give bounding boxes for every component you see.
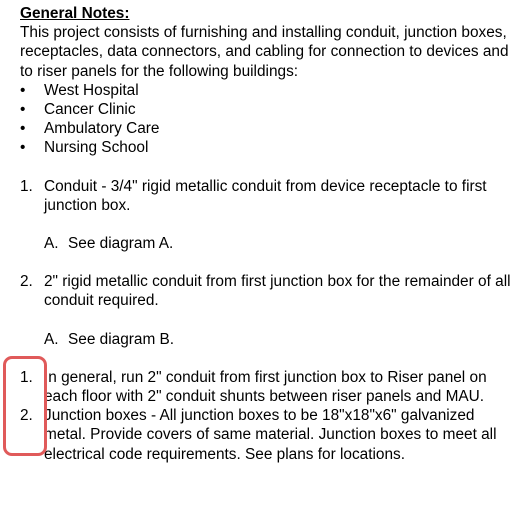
- subitem-text: See diagram B.: [68, 330, 175, 348]
- note-number: 2.: [20, 273, 33, 291]
- list-item: • Cancer Clinic: [20, 101, 136, 119]
- buildings-list: [20, 81, 514, 158]
- note-text: Conduit - 3/4" rigid metallic conduit from device receptacle to first junction box.: [44, 177, 487, 214]
- subitem-text: See diagram A.: [68, 235, 174, 253]
- note-item: [20, 406, 514, 464]
- note-subitem: [20, 330, 514, 349]
- note-number: 2.: [20, 407, 33, 425]
- subitem-letter: A.: [44, 235, 59, 253]
- bullet-icon: •: [20, 120, 26, 138]
- bullet-icon: •: [20, 81, 26, 99]
- note-item: [20, 177, 514, 215]
- subitem-letter: A.: [44, 330, 59, 348]
- note-item: [20, 272, 514, 310]
- list-item: • Nursing School: [20, 139, 149, 157]
- note-item: [20, 368, 514, 406]
- list-item: • West Hospital: [20, 81, 139, 99]
- bullet-icon: •: [20, 101, 26, 119]
- note-text: 2" rigid metallic conduit from first junction box for the remainder of all conduit required.: [44, 273, 511, 310]
- note-number: 1.: [20, 177, 33, 195]
- bullet-icon: •: [20, 139, 26, 157]
- document-body: [20, 4, 514, 464]
- intro-paragraph: This project consists of furnishing and installing conduit, junction boxes, receptacles, data connectors, and cabling for connection to devices and to riser panels for the following buildings:: [20, 24, 509, 80]
- general-notes-title: General Notes:: [20, 5, 130, 22]
- note-text: In general, run 2" conduit from first junction box to Riser panel on each floor with 2" conduit shunts between riser panels and MAU.: [44, 368, 487, 406]
- note-number: 1.: [20, 368, 33, 386]
- list-item: • Ambulatory Care: [20, 120, 160, 138]
- note-subitem: [20, 234, 514, 253]
- note-text: Junction boxes - All junction boxes to be 18"x18"x6" galvanized metal. Provide covers of same material. Junction boxes to meet all electrical code requirements. See plans for locations.: [44, 407, 497, 463]
